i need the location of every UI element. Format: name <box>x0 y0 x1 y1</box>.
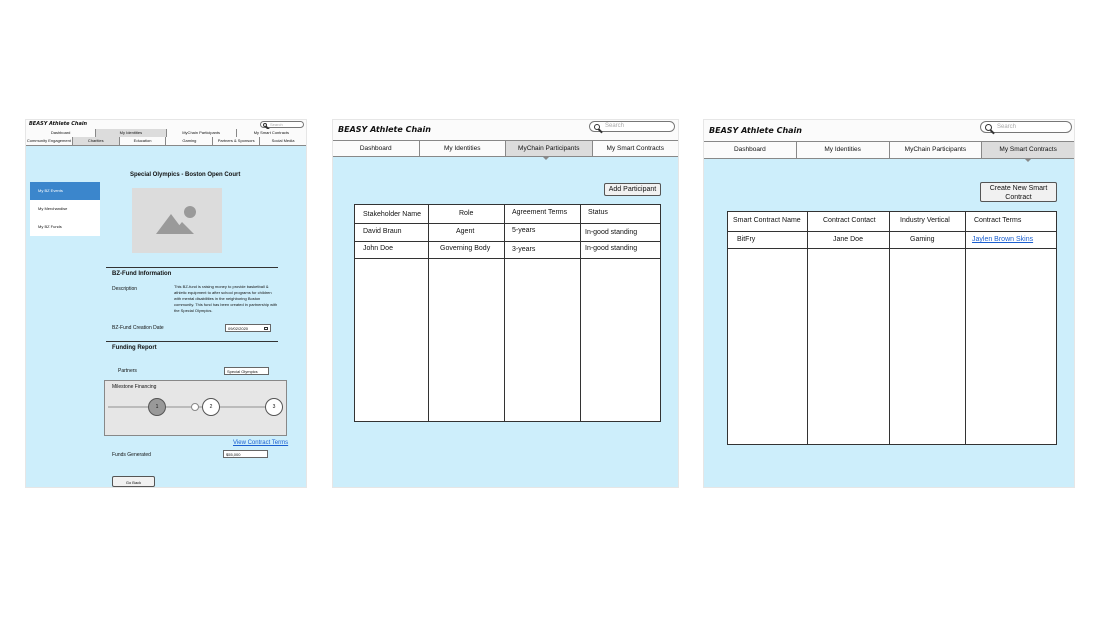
secondary-nav <box>26 137 306 146</box>
app-header <box>333 120 678 140</box>
table-cell: 5-years <box>512 227 536 234</box>
tab-mychain-participants[interactable]: MyChain Participants <box>889 142 982 158</box>
contract-terms-link[interactable]: Jaylen Brown Skins <box>972 236 1034 243</box>
tab-education[interactable]: Education <box>119 137 166 145</box>
event-title: Special Olympics - Boston Open Court <box>130 172 241 178</box>
column-divider <box>580 205 581 421</box>
table-cell: John Doe <box>363 245 393 252</box>
column-header-agreement-terms: Agreement Terms <box>512 209 568 216</box>
creation-date-field[interactable]: 09/02/2020 <box>225 324 271 332</box>
search-icon <box>985 124 992 131</box>
row-divider <box>355 223 660 224</box>
tab-charities[interactable]: Charities <box>72 137 119 145</box>
column-divider <box>889 212 890 444</box>
table-cell: Governing Body <box>440 245 491 252</box>
column-header-stakeholder-name: Stakeholder Name <box>363 211 421 218</box>
app-header <box>26 120 306 129</box>
milestone-step-3[interactable]: 3 <box>265 398 283 416</box>
smart-contracts-table <box>727 211 1057 445</box>
fund-detail-panel <box>26 120 306 487</box>
table-cell: In-good standing <box>585 245 638 252</box>
column-divider <box>428 205 429 421</box>
table-cell: David Braun <box>363 228 402 235</box>
smart-contracts-panel <box>704 120 1074 487</box>
table-cell: Jane Doe <box>833 236 863 243</box>
search-input[interactable]: Search <box>589 121 675 132</box>
sidebar <box>30 182 100 236</box>
tab-community-engagement[interactable]: Community Engagement <box>26 138 71 143</box>
sidebar-item-merchandise[interactable]: My Merchandise <box>38 206 68 211</box>
table-cell: BitFry <box>737 236 756 243</box>
participants-table <box>354 204 661 422</box>
tab-my-smart-contracts[interactable]: My Smart Contracts <box>236 129 306 137</box>
app-brand: BEASY Athlete Chain <box>709 126 802 135</box>
sidebar-item-bz-events[interactable]: My BZ Events <box>30 182 100 200</box>
funds-generated-label: Funds Generated <box>112 452 151 458</box>
tab-my-smart-contracts[interactable]: My Smart Contracts <box>981 142 1074 158</box>
active-tab-pointer <box>542 156 550 160</box>
participants-panel <box>333 120 678 487</box>
bzfund-info-heading: BZ-Fund Information <box>112 271 172 277</box>
column-divider <box>504 205 505 421</box>
tab-dashboard[interactable]: Dashboard <box>733 146 766 153</box>
funds-generated-field[interactable]: $55,000 <box>223 450 268 458</box>
tab-my-identities[interactable]: My Identities <box>95 129 165 137</box>
column-divider <box>965 212 966 444</box>
create-smart-contract-button[interactable]: Create New Smart Contract <box>980 182 1057 202</box>
sidebar-item-bz-funds[interactable]: My BZ Funds <box>38 224 62 229</box>
column-header-contract-contact: Contract Contact <box>823 217 876 224</box>
tab-my-smart-contracts[interactable]: My Smart Contracts <box>592 141 679 156</box>
search-icon <box>263 123 267 127</box>
table-cell: Gaming <box>910 236 935 243</box>
search-input[interactable]: Search <box>260 121 304 128</box>
milestone-label: Milestone Financing <box>112 384 157 390</box>
tab-mychain-participants[interactable]: MyChain Participants <box>166 129 236 137</box>
partners-field[interactable]: Special Olympics <box>224 367 269 375</box>
view-contract-terms-link[interactable]: View Contract Terms <box>233 440 289 446</box>
milestone-step-2[interactable]: 2 <box>202 398 220 416</box>
row-divider <box>355 258 660 259</box>
search-input[interactable]: Search <box>980 121 1072 133</box>
description-label: Description <box>112 286 138 292</box>
image-placeholder-icon <box>132 188 222 253</box>
table-cell: Agent <box>456 228 475 235</box>
column-header-status: Status <box>588 209 608 216</box>
tab-my-identities[interactable]: My Identities <box>419 141 506 156</box>
divider <box>106 341 278 342</box>
row-divider <box>728 231 1056 232</box>
active-tab-pointer <box>1024 158 1032 162</box>
table-cell: 3-years <box>512 246 536 253</box>
tab-dashboard[interactable]: Dashboard <box>359 145 392 152</box>
column-divider <box>807 212 808 444</box>
main-nav <box>704 141 1074 159</box>
column-header-contract-terms: Contract Terms <box>974 217 1022 224</box>
go-back-button[interactable]: Go Back <box>112 476 155 487</box>
tab-partners-sponsors[interactable]: Partners & Sponsors <box>212 137 259 145</box>
partners-label: Partners <box>118 368 137 374</box>
description-text: This BZ-fund is raising money to provide basketball & athletic equipment to after school programs for children with mental disabilities in the neighboring Boston community. This fund has been created in partnership with the Special Olympics. <box>174 284 278 313</box>
add-participant-button[interactable]: Add Participant <box>604 183 661 196</box>
milestone-financing-box <box>104 380 287 436</box>
creation-date-label: BZ-Fund Creation Date <box>112 325 164 331</box>
app-brand: BEASY Athlete Chain <box>29 121 88 127</box>
milestone-knob[interactable] <box>191 403 199 411</box>
column-header-industry-vertical: Industry Vertical <box>900 217 950 224</box>
funding-report-heading: Funding Report <box>112 345 157 351</box>
app-brand: BEASY Athlete Chain <box>338 125 431 134</box>
tab-my-identities[interactable]: My Identities <box>796 142 889 158</box>
table-cell: In-good standing <box>585 229 638 236</box>
column-header-role: Role <box>459 210 474 217</box>
main-nav <box>333 140 678 157</box>
app-header <box>704 120 1074 141</box>
tab-dashboard[interactable]: Dashboard <box>50 130 71 135</box>
row-divider <box>355 241 660 242</box>
milestone-step-1[interactable]: 1 <box>148 398 166 416</box>
search-icon <box>594 124 600 130</box>
tab-mychain-participants[interactable]: MyChain Participants <box>505 141 592 156</box>
column-header-smart-contract-name: Smart Contract Name <box>733 217 801 224</box>
tab-social-media[interactable]: Social Media <box>259 137 306 145</box>
tab-gaming[interactable]: Gaming <box>165 137 212 145</box>
divider <box>106 267 278 268</box>
calendar-icon <box>264 327 268 330</box>
row-divider <box>728 248 1056 249</box>
